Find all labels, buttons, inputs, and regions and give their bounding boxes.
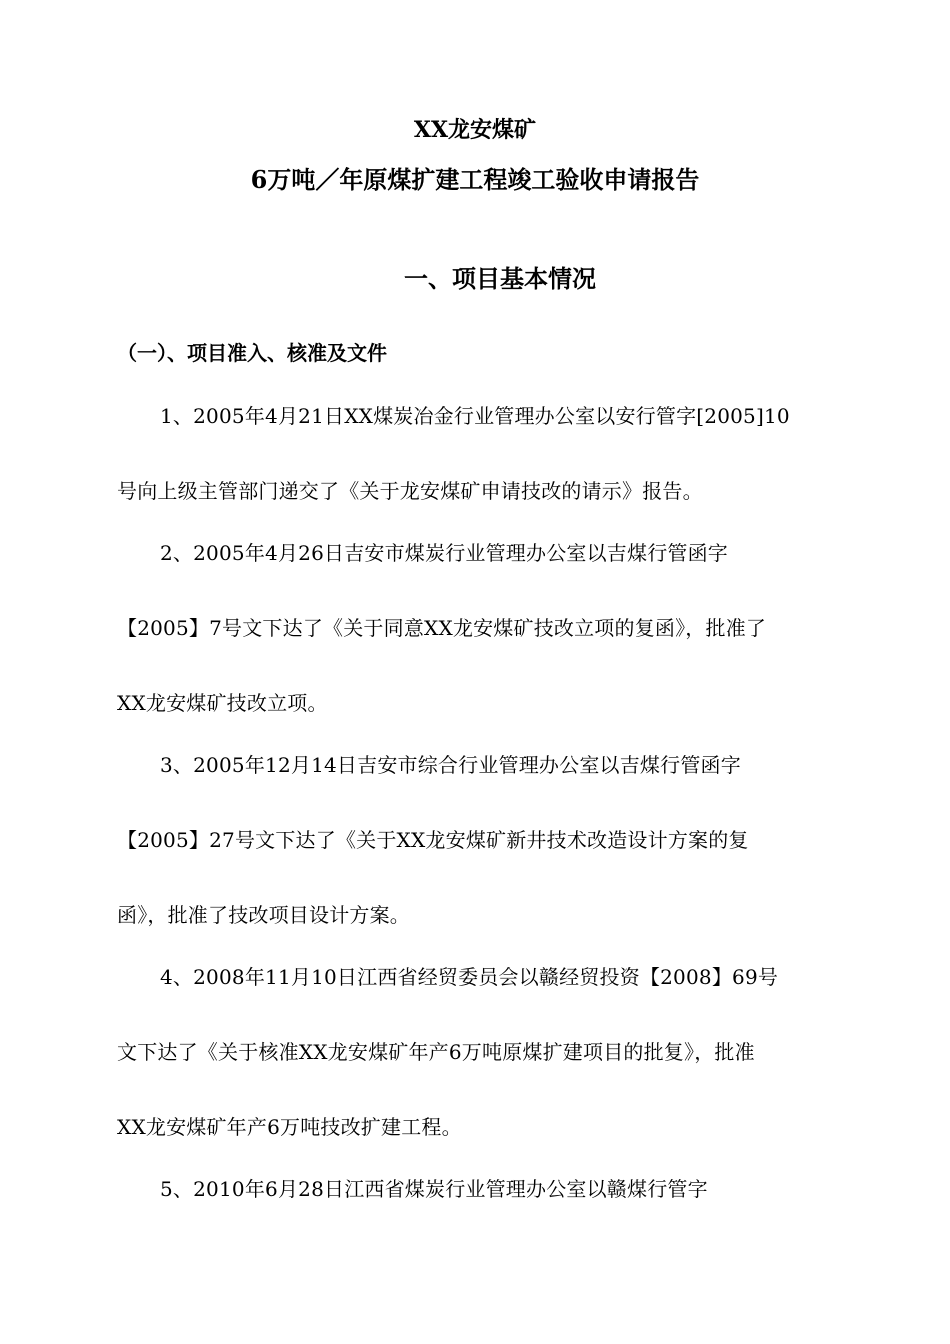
paragraph-3-line-1: 3、2005年12月14日吉安市综合行业管理办公室以吉煤行管函字	[160, 753, 741, 777]
paragraph-4-line-3: XX龙安煤矿年产6万吨技改扩建工程。	[117, 1115, 462, 1139]
paragraph-3-line-2: 【2005】27号文下达了《关于XX龙安煤矿新井技术改造设计方案的复	[117, 828, 749, 852]
document-subtitle: 6万吨／年原煤扩建工程竣工验收申请报告	[250, 165, 700, 194]
document-title: XX龙安煤矿	[413, 117, 537, 143]
paragraph-5-line-1: 5、2010年6月28日江西省煤炭行业管理办公室以赣煤行管字	[160, 1177, 708, 1201]
paragraph-2-line-2: 【2005】7号文下达了《关于同意XX龙安煤矿技改立项的复函》，批准了	[117, 616, 767, 640]
paragraph-3-line-3: 函》，批准了技改项目设计方案。	[117, 903, 410, 927]
paragraph-1-line-2: 号向上级主管部门递交了《关于龙安煤矿申请技改的请示》报告。	[117, 479, 703, 503]
paragraph-4-line-1: 4、2008年11月10日江西省经贸委员会以赣经贸投资【2008】69号	[160, 965, 779, 989]
section-heading: 一、项目基本情况	[404, 264, 596, 293]
paragraph-1-line-1: 1、2005年4月21日XX煤炭冶金行业管理办公室以安行管字[2005]10	[160, 404, 790, 428]
sub-heading: （一）、项目准入、核准及文件	[117, 341, 387, 365]
paragraph-2-line-3: XX龙安煤矿技改立项。	[117, 691, 328, 715]
paragraph-4-line-2: 文下达了《关于核准XX龙安煤矿年产6万吨原煤扩建项目的批复》，批准	[117, 1040, 755, 1064]
paragraph-2-line-1: 2、2005年4月26日吉安市煤炭行业管理办公室以吉煤行管函字	[160, 541, 728, 565]
